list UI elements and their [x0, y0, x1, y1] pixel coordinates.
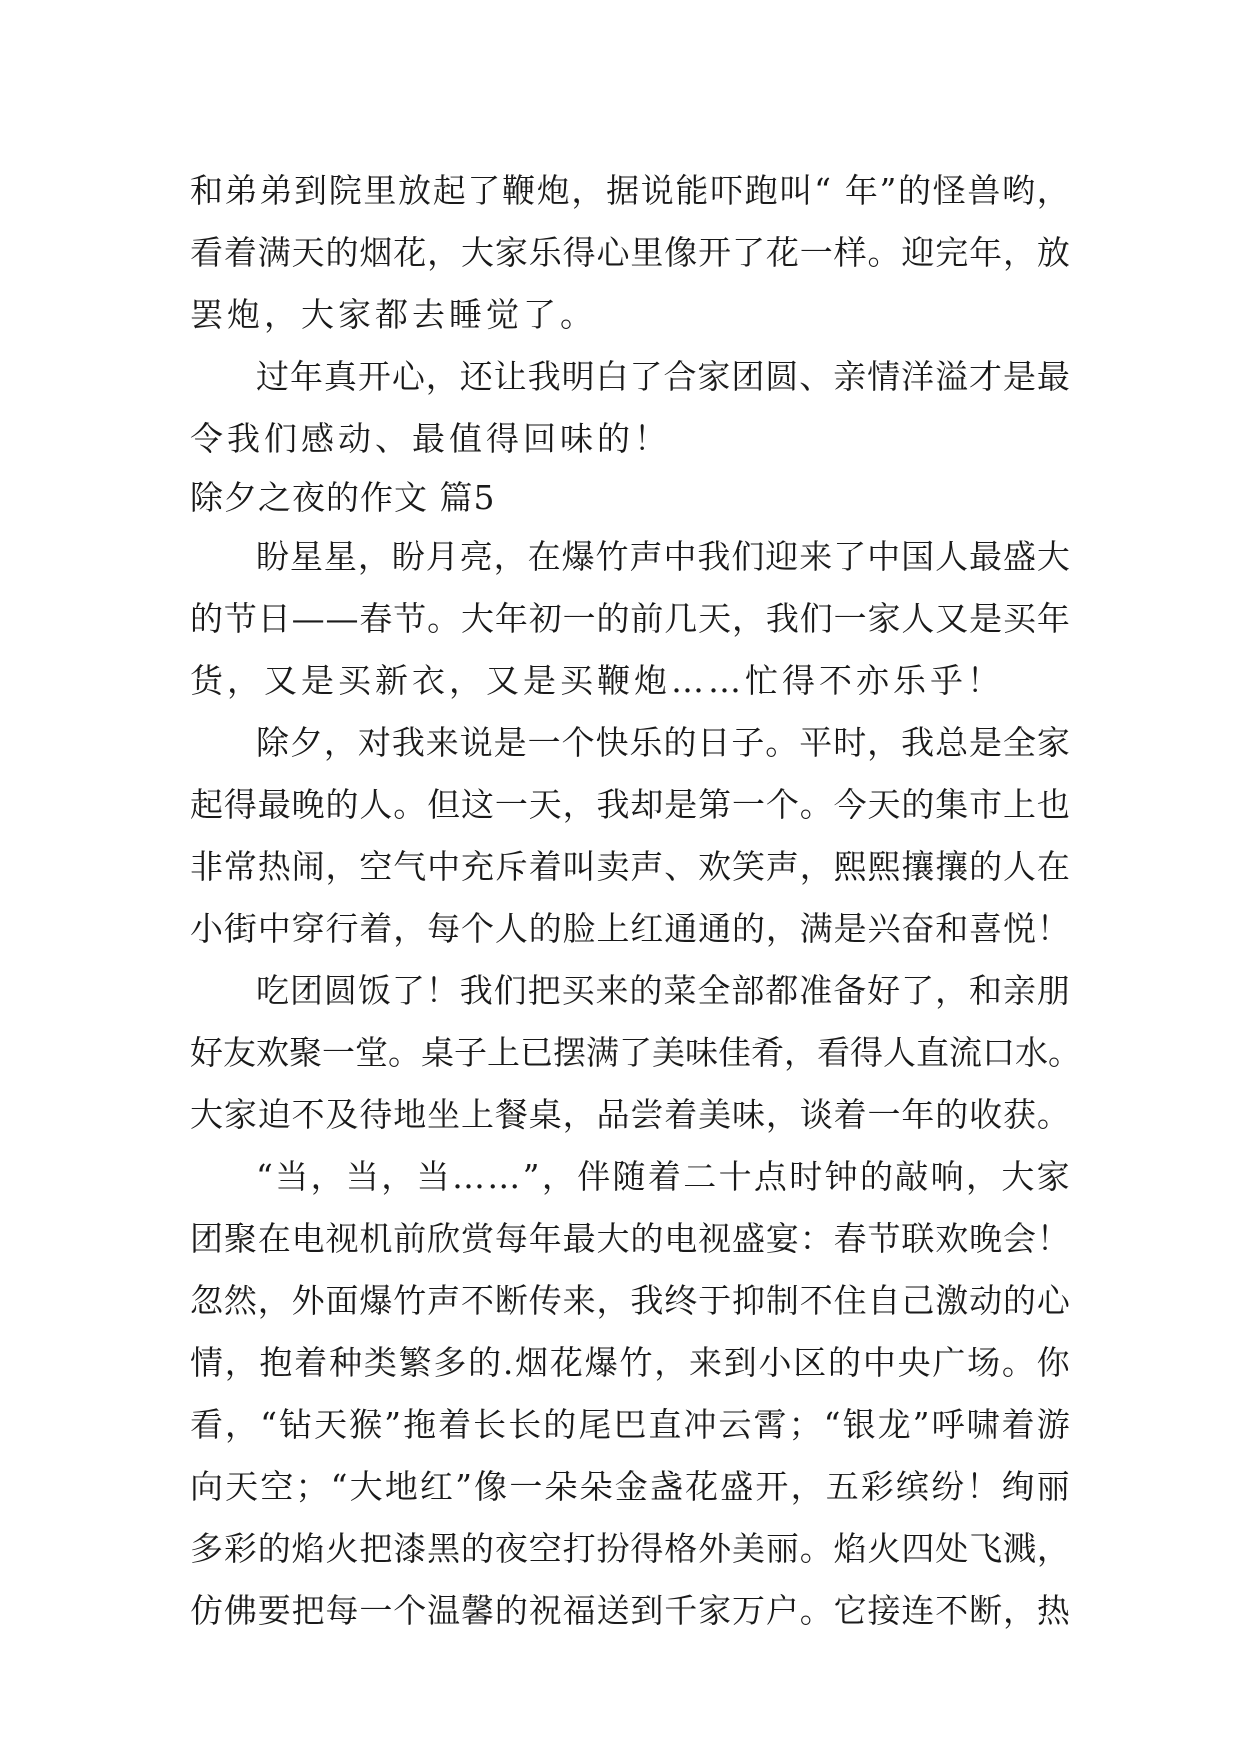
- document-body: [190, 160, 1081, 1642]
- text-line: 好 友 欢 聚 一 堂 。 桌 子 上 已 摆 满 了 美 味 佳 肴 ， 看 得 人 直 流 口 水 。: [190, 1033, 1081, 1072]
- text-line: “ 当 ， 当 ， 当 … … ” ， 伴 随 着 二 十 点 时 钟 的 敲 响 ， 大 家: [256, 1157, 1070, 1196]
- text-line: 吃 团 圆 饭 了 ！ 我 们 把 买 来 的 菜 全 部 都 准 备 好 了 ， 和 亲 朋: [256, 971, 1070, 1010]
- text-line: 令我们感动、最值得回味的！: [190, 419, 671, 458]
- text-line: 盼 星 星 ， 盼 月 亮 ， 在 爆 竹 声 中 我 们 迎 来 了 中 国 人 最 盛 大: [256, 537, 1070, 576]
- text-line: 起 得 最 晚 的 人 。 但 这 一 天 ， 我 却 是 第 一 个 。 今 天 的 集 市 上 也: [190, 785, 1070, 824]
- text-line: 除 夕 ， 对 我 来 说 是 一 个 快 乐 的 日 子 。 平 时 ， 我 总 是 全 家: [256, 723, 1070, 762]
- text-line: 过 年 真 开 心 ， 还 让 我 明 白 了 合 家 团 圆 、 亲 情 洋 溢 才 是 最: [256, 357, 1070, 396]
- text-line: 团 聚 在 电 视 机 前 欣 赏 每 年 最 大 的 电 视 盛 宴 ： 春 节 联 欢 晚 会 ！: [190, 1219, 1070, 1258]
- text-line: 罢炮，大家都去睡觉了。: [190, 295, 597, 334]
- text-line: 看 着 满 天 的 烟 花 ， 大 家 乐 得 心 里 像 开 了 花 一 样 。 迎 完 年 ， 放: [190, 233, 1070, 272]
- text-line: 仿 佛 要 把 每 一 个 温 馨 的 祝 福 送 到 千 家 万 户 。 它 接 连 不 断 ， 热: [190, 1591, 1070, 1630]
- text-line: 向 天 空 ； “ 大 地 红 ” 像 一 朵 朵 金 盏 花 盛 开 ， 五 彩 缤 纷 ！ 绚 丽: [190, 1467, 1070, 1506]
- text-line: 情 ， 抱 着 种 类 繁 多 的 . 烟 花 爆 竹 ， 来 到 小 区 的 中 央 广 场 。 你: [190, 1343, 1070, 1382]
- text-line: 小 街 中 穿 行 着 ， 每 个 人 的 脸 上 红 通 通 的 ， 满 是 兴 奋 和 喜 悦 ！: [190, 909, 1070, 948]
- text-line: 多 彩 的 焰 火 把 漆 黑 的 夜 空 打 扮 得 格 外 美 丽 。 焰 火 四 处 飞 溅 ，: [190, 1529, 1070, 1568]
- section-heading: 除夕之夜的作文 篇5: [190, 478, 496, 517]
- text-line: 看 ， “ 钻 天 猴 ” 拖 着 长 长 的 尾 巴 直 冲 云 霄 ； “ 银 龙 ” 呼 啸 着 游: [190, 1405, 1070, 1444]
- text-line: 货，又是买新衣，又是买鞭炮……忙得不亦乐乎！: [190, 661, 1004, 700]
- text-line: 大 家 迫 不 及 待 地 坐 上 餐 桌 ， 品 尝 着 美 味 ， 谈 着 一 年 的 收 获 。: [190, 1095, 1070, 1134]
- text-line: 非 常 热 闹 ， 空 气 中 充 斥 着 叫 卖 声 、 欢 笑 声 ， 熙 熙 攘 攘 的 人 在: [190, 847, 1070, 886]
- text-line: 忽 然 ， 外 面 爆 竹 声 不 断 传 来 ， 我 终 于 抑 制 不 住 自 己 激 动 的 心: [190, 1281, 1070, 1320]
- text-line: 和 弟 弟 到 院 里 放 起 了 鞭 炮 ， 据 说 能 吓 跑 叫 “ 年 ” 的 怪 兽 哟 ，: [190, 171, 1070, 210]
- text-line: 的 节 日 — — 春 节 。 大 年 初 一 的 前 几 天 ， 我 们 一 家 人 又 是 买 年: [190, 599, 1070, 638]
